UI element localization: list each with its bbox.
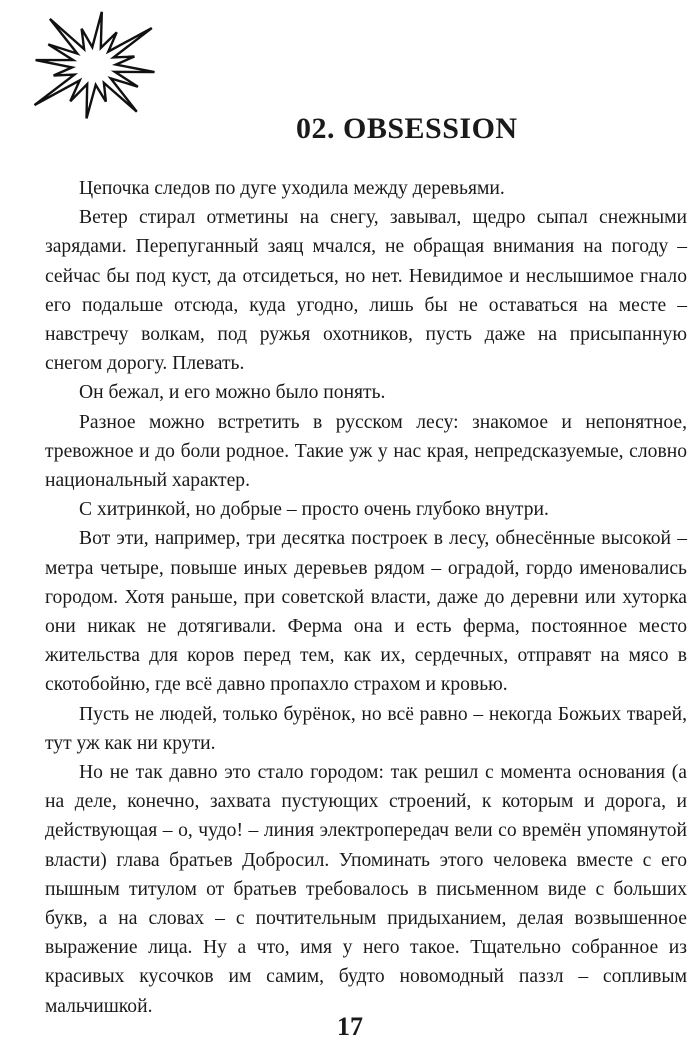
starburst-icon	[14, 2, 170, 130]
paragraph: Пусть не людей, только бурёнок, но всё равно – некогда Божьих тварей, тут уж как ни крути.	[45, 703, 687, 754]
paragraph: С хитринкой, но добрые – просто очень глубоко внутри.	[79, 499, 549, 521]
page-number: 17	[337, 1012, 363, 1041]
paragraph: Он бежал, и его можно было понять.	[79, 382, 386, 404]
paragraph: Ветер стирал отметины на снегу, завывал, щедро сыпал снежными зарядами. Перепуганный заяц мчался, не обращая внимания на погоду – сейчас бы под куст, да отсидеться, но нет. Невидимое и неслышимое гнало его подальше отсюда, куда угодно, лишь бы не оставаться на месте – навстречу волкам, под ружья охотников, пусть даже на присыпанную снегом дорогу. Плевать.	[45, 207, 687, 375]
paragraph: Но не так давно это стало городом: так решил с момента основания (а на деле, конечно, захвата пустующих строений, к которым и дорога, и действующая – о, чудо! – линия электропередач вели со времён упомянутой власти) глава братьев Добросил. Упоминать этого человека вместе с его пышным титулом от братьев требовалось в письменном виде с больших букв, а на словах – с почтительным придыханием, делая возвышенное выражение лица. Ну а что, имя у него такое. Тщательно собранное из красивых кусочков им самим, будто новомодный паззл – сопливым мальчишкой.	[45, 762, 687, 1017]
paragraph: Разное можно встретить в русском лесу: знакомое и непонятное, тревожное и до боли родное. Такие уж у нас края, непредсказуемые, словно национальный характер.	[45, 411, 687, 492]
paragraph: Цепочка следов по дуге уходила между деревьями.	[79, 178, 505, 199]
chapter-title: 02. OBSESSION	[296, 112, 518, 145]
paragraph: Вот эти, например, три десятка построек в лесу, обнесённые высокой – метра четыре, повыше иных деревьев рядом – оградой, гордо именовались городом. Хотя раньше, при советской власти, даже до деревни или хуторка они никак не дотягивали. Ферма она и есть ферма, постоянное место жительства для коров перед тем, как их, сердечных, отправят на мясо в скотобойню, где всё давно пропахло страхом и кровью.	[45, 528, 687, 696]
body-text	[45, 174, 687, 1021]
